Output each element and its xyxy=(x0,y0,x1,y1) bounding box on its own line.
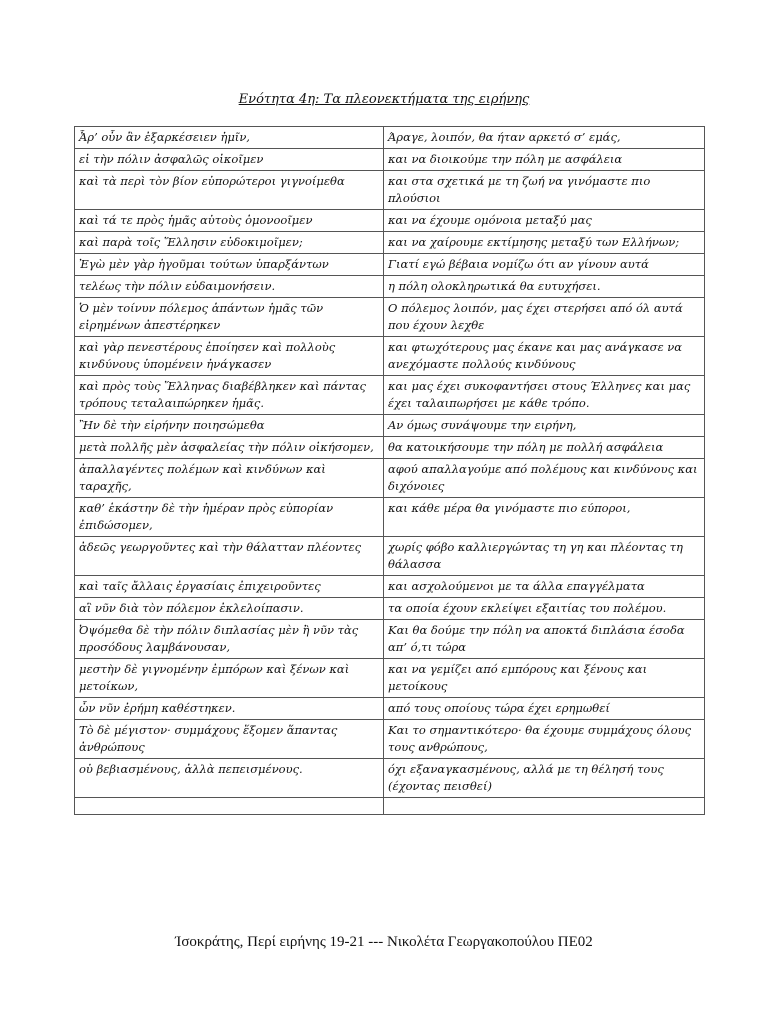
table-row xyxy=(75,437,705,459)
modern-translation-cell: και φτωχότερους μας έκανε και μας ανάγκασε να ανεχόμαστε πολλούς κινδύνους xyxy=(384,337,705,376)
ancient-text-cell: ὧν νῦν ἐρήμη καθέστηκεν. xyxy=(75,698,384,720)
table-row xyxy=(75,337,705,376)
ancient-text-cell: Ἐγὼ μὲν γὰρ ἡγοῦμαι τούτων ὑπαρξάντων xyxy=(75,254,384,276)
modern-translation-cell: αφού απαλλαγούμε από πολέμους και κινδύνους και διχόνοιες xyxy=(384,459,705,498)
modern-translation-cell: και στα σχετικά με τη ζωή να γινόμαστε πιο πλούσιοι xyxy=(384,171,705,210)
table-row xyxy=(75,415,705,437)
modern-translation-cell: και κάθε μέρα θα γινόμαστε πιο εύποροι, xyxy=(384,498,705,537)
modern-translation-cell: από τους οποίους τώρα έχει ερημωθεί xyxy=(384,698,705,720)
modern-translation-cell: και να διοικούμε την πόλη με ασφάλεια xyxy=(384,149,705,171)
modern-translation-cell: Γιατί εγώ βέβαια νομίζω ότι αν γίνουν αυτά xyxy=(384,254,705,276)
table-row xyxy=(75,254,705,276)
modern-translation-cell: και ασχολούμενοι με τα άλλα επαγγέλματα xyxy=(384,576,705,598)
document-footer: Ίσοκράτης, Περί ειρήνης 19-21 --- Νικολέτα Γεωργακοπούλου ΠΕ02 xyxy=(175,934,593,950)
modern-translation-cell: θα κατοικήσουμε την πόλη με πολλή ασφάλεια xyxy=(384,437,705,459)
ancient-text-cell: οὐ βεβιασμένους, ἀλλὰ πεπεισμένους. xyxy=(75,759,384,798)
ancient-text-cell: Ὀψόμεθα δὲ τὴν πόλιν διπλασίας μὲν ἢ νῦν τὰς προσόδους λαμβάνουσαν, xyxy=(75,620,384,659)
ancient-text-cell: Ὁ μὲν τοίνυν πόλεμος ἁπάντων ἡμᾶς τῶν εἰρημένων ἀπεστέρηκεν xyxy=(75,298,384,337)
ancient-text-cell: μεστὴν δὲ γιγνομένην ἐμπόρων καὶ ξένων καὶ μετοίκων, xyxy=(75,659,384,698)
translation-table xyxy=(74,126,705,815)
ancient-text-cell: Ἢν δὲ τὴν εἰρήνην ποιησώμεθα xyxy=(75,415,384,437)
ancient-text-cell: καὶ τά τε πρὸς ἡμᾶς αὐτοὺς ὁμονοοῖμεν xyxy=(75,210,384,232)
modern-translation-cell: και να γεμίζει από εμπόρους και ξένους και μετοίκους xyxy=(384,659,705,698)
ancient-text-cell: Ἆρ’ οὖν ἂν ἐξαρκέσειεν ἡμῖν, xyxy=(75,127,384,149)
table-row xyxy=(75,376,705,415)
ancient-text-cell: καὶ πρὸς τοὺς Ἕλληνας διαβέβληκεν καὶ πάντας τρόπους τεταλαιπώρηκεν ἡμᾶς. xyxy=(75,376,384,415)
modern-translation-cell: Και το σημαντικότερο· θα έχουμε συμμάχους όλους τους ανθρώπους, xyxy=(384,720,705,759)
ancient-text-cell: αἳ νῦν διὰ τὸν πόλεμον ἐκλελοίπασιν. xyxy=(75,598,384,620)
modern-translation-cell: και να χαίρουμε εκτίμησης μεταξύ των Ελλήνων; xyxy=(384,232,705,254)
modern-translation-cell: χωρίς φόβο καλλιεργώντας τη γη και πλέοντας τη θάλασσα xyxy=(384,537,705,576)
table-row xyxy=(75,659,705,698)
modern-translation-cell: τα οποία έχουν εκλείψει εξαιτίας του πολέμου. xyxy=(384,598,705,620)
ancient-text-cell: καὶ γὰρ πενεστέρους ἐποίησεν καὶ πολλοὺς κινδύνους ὑπομένειν ἠνάγκασεν xyxy=(75,337,384,376)
ancient-text-cell: ἀδεῶς γεωργοῦντες καὶ τὴν θάλατταν πλέοντες xyxy=(75,537,384,576)
modern-translation-cell xyxy=(384,798,705,815)
table-row xyxy=(75,537,705,576)
ancient-text-cell: μετὰ πολλῆς μὲν ἀσφαλείας τὴν πόλιν οἰκήσομεν, xyxy=(75,437,384,459)
table-row xyxy=(75,798,705,815)
table-row xyxy=(75,210,705,232)
table-row xyxy=(75,698,705,720)
table-row xyxy=(75,459,705,498)
modern-translation-cell: Ο πόλεμος λοιπόν, μας έχει στερήσει από όλ αυτά που έχουν λεχθε xyxy=(384,298,705,337)
table-row xyxy=(75,127,705,149)
translation-table-body xyxy=(75,127,705,815)
modern-translation-cell: Αν όμως συνάψουμε την ειρήνη, xyxy=(384,415,705,437)
modern-translation-cell: η πόλη ολοκληρωτικά θα ευτυχήσει. xyxy=(384,276,705,298)
table-row xyxy=(75,720,705,759)
modern-translation-cell: Άραγε, λοιπόν, θα ήταν αρκετό σ’ εμάς, xyxy=(384,127,705,149)
ancient-text-cell: ἀπαλλαγέντες πολέμων καὶ κινδύνων καὶ ταραχῆς, xyxy=(75,459,384,498)
table-row xyxy=(75,598,705,620)
ancient-text-cell: Τὸ δὲ μέγιστον· συμμάχους ἕξομεν ἅπαντας ἀνθρώπους xyxy=(75,720,384,759)
table-row xyxy=(75,576,705,598)
ancient-text-cell xyxy=(75,798,384,815)
modern-translation-cell: Και θα δούμε την πόλη να αποκτά διπλάσια έσοδα απ’ ό,τι τώρα xyxy=(384,620,705,659)
table-row xyxy=(75,232,705,254)
ancient-text-cell: εἰ τὴν πόλιν ἀσφαλῶς οἰκοῖμεν xyxy=(75,149,384,171)
modern-translation-cell: όχι εξαναγκασμένους, αλλά με τη θέλησή τους (έχοντας πεισθεί) xyxy=(384,759,705,798)
table-row xyxy=(75,620,705,659)
table-row xyxy=(75,171,705,210)
ancient-text-cell: καὶ παρὰ τοῖς Ἕλλησιν εὐδοκιμοῖμεν; xyxy=(75,232,384,254)
table-row xyxy=(75,759,705,798)
table-row xyxy=(75,149,705,171)
table-row xyxy=(75,498,705,537)
table-row xyxy=(75,298,705,337)
ancient-text-cell: καὶ ταῖς ἄλλαις ἐργασίαις ἐπιχειροῦντες xyxy=(75,576,384,598)
modern-translation-cell: και να έχουμε ομόνοια μεταξύ μας xyxy=(384,210,705,232)
modern-translation-cell: και μας έχει συκοφαντήσει στους Έλληνες και μας έχει ταλαιπωρήσει με κάθε τρόπο. xyxy=(384,376,705,415)
document-title: Ενότητα 4η: Τα πλεονεκτήματα της ειρήνης xyxy=(238,92,530,107)
ancient-text-cell: καθ’ ἑκάστην δὲ τὴν ἡμέραν πρὸς εὐπορίαν ἐπιδώσομεν, xyxy=(75,498,384,537)
ancient-text-cell: καὶ τὰ περὶ τὸν βίον εὐπορώτεροι γιγνοίμεθα xyxy=(75,171,384,210)
table-row xyxy=(75,276,705,298)
ancient-text-cell: τελέως τὴν πόλιν εὐδαιμονήσειν. xyxy=(75,276,384,298)
